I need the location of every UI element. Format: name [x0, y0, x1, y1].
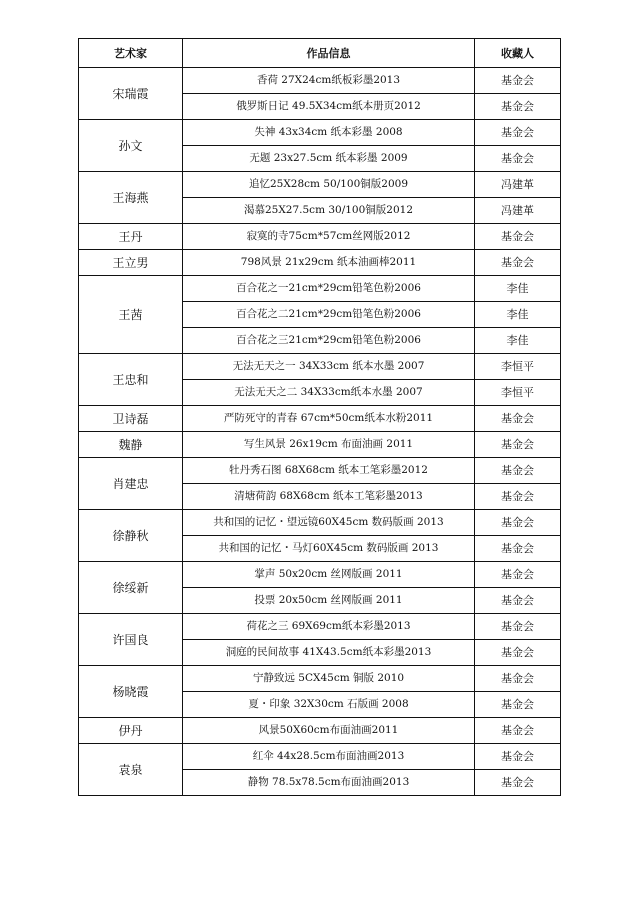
collector-cell: 基金会 [475, 68, 561, 94]
artist-cell: 王忠和 [79, 354, 183, 406]
artist-cell: 杨晓霞 [79, 666, 183, 718]
collector-cell: 基金会 [475, 484, 561, 510]
collector-cell: 基金会 [475, 146, 561, 172]
work-info-cell: 清塘荷韵 68X68cm 纸本工笔彩墨2013 [183, 484, 475, 510]
work-info-cell: 共和国的记忆・望远镜60X45cm 数码版画 2013 [183, 510, 475, 536]
artist-cell: 袁泉 [79, 744, 183, 796]
work-info-cell: 投票 20x50cm 丝网版画 2011 [183, 588, 475, 614]
work-info-cell: 宁静致远 5CX45cm 铜版 2010 [183, 666, 475, 692]
work-info-cell: 无题 23x27.5cm 纸本彩墨 2009 [183, 146, 475, 172]
collector-cell: 基金会 [475, 224, 561, 250]
collector-cell: 李恒平 [475, 380, 561, 406]
work-info-cell: 静物 78.5x78.5cm布面油画2013 [183, 770, 475, 796]
collector-cell: 李佳 [475, 328, 561, 354]
artist-cell: 徐绥新 [79, 562, 183, 614]
collector-cell: 李恒平 [475, 354, 561, 380]
collector-cell: 基金会 [475, 640, 561, 666]
work-info-cell: 风景50X60cm布面油画2011 [183, 718, 475, 744]
table-row [79, 172, 561, 198]
artist-cell: 王立男 [79, 250, 183, 276]
artist-cell: 徐静秋 [79, 510, 183, 562]
collector-cell: 冯建革 [475, 172, 561, 198]
work-info-cell: 写生风景 26x19cm 布面油画 2011 [183, 432, 475, 458]
table-row [79, 718, 561, 744]
work-info-cell: 俄罗斯日记 49.5X34cm纸本册页2012 [183, 94, 475, 120]
table-row [79, 432, 561, 458]
artist-cell: 肖建忠 [79, 458, 183, 510]
work-info-cell: 百合花之三21cm*29cm铅笔色粉2006 [183, 328, 475, 354]
work-info-cell: 香荷 27X24cm纸板彩墨2013 [183, 68, 475, 94]
collector-cell: 基金会 [475, 120, 561, 146]
artist-cell: 王海燕 [79, 172, 183, 224]
collector-cell: 基金会 [475, 94, 561, 120]
table-row [79, 666, 561, 692]
collector-cell: 基金会 [475, 744, 561, 770]
artist-cell: 许国良 [79, 614, 183, 666]
artwork-collection-table [78, 38, 561, 796]
work-info-cell: 共和国的记忆・马灯60X45cm 数码版画 2013 [183, 536, 475, 562]
collector-cell: 基金会 [475, 536, 561, 562]
table-row [79, 68, 561, 94]
collector-cell: 基金会 [475, 692, 561, 718]
header-row [79, 39, 561, 68]
work-info-cell: 红伞 44x28.5cm布面油画2013 [183, 744, 475, 770]
work-info-cell: 百合花之一21cm*29cm铅笔色粉2006 [183, 276, 475, 302]
table-row [79, 276, 561, 302]
table-row [79, 744, 561, 770]
work-info-cell: 掌声 50x20cm 丝网版画 2011 [183, 562, 475, 588]
artist-cell: 宋瑞霞 [79, 68, 183, 120]
work-info-cell: 荷花之三 69X69cm纸本彩墨2013 [183, 614, 475, 640]
collector-cell: 基金会 [475, 588, 561, 614]
work-info-cell: 寂寞的寺75cm*57cm丝网版2012 [183, 224, 475, 250]
collector-cell: 基金会 [475, 510, 561, 536]
collector-cell: 基金会 [475, 458, 561, 484]
header-collector: 收藏人 [475, 39, 561, 68]
header-artist: 艺术家 [79, 39, 183, 68]
artist-cell: 魏静 [79, 432, 183, 458]
collector-cell: 基金会 [475, 614, 561, 640]
work-info-cell: 百合花之二21cm*29cm铅笔色粉2006 [183, 302, 475, 328]
collector-cell: 基金会 [475, 432, 561, 458]
work-info-cell: 798风景 21x29cm 纸本油画棒2011 [183, 250, 475, 276]
table-row [79, 406, 561, 432]
collector-cell: 基金会 [475, 666, 561, 692]
artist-cell: 王茜 [79, 276, 183, 354]
work-info-cell: 无法无天之一 34X33cm 纸本水墨 2007 [183, 354, 475, 380]
table-row [79, 224, 561, 250]
table-row [79, 562, 561, 588]
table-row [79, 354, 561, 380]
artist-cell: 孙文 [79, 120, 183, 172]
collector-cell: 基金会 [475, 770, 561, 796]
work-info-cell: 牡丹秀石图 68X68cm 纸本工笔彩墨2012 [183, 458, 475, 484]
collector-cell: 李佳 [475, 302, 561, 328]
table-body [79, 68, 561, 796]
work-info-cell: 渴慕25X27.5cm 30/100铜版2012 [183, 198, 475, 224]
work-info-cell: 追忆25X28cm 50/100铜版2009 [183, 172, 475, 198]
header-work-info: 作品信息 [183, 39, 475, 68]
table-row [79, 510, 561, 536]
work-info-cell: 严防死守的青春 67cm*50cm纸本水粉2011 [183, 406, 475, 432]
work-info-cell: 洞庭的民间故事 41X43.5cm纸本彩墨2013 [183, 640, 475, 666]
work-info-cell: 夏・印象 32X30cm 石版画 2008 [183, 692, 475, 718]
collector-cell: 李佳 [475, 276, 561, 302]
table-row [79, 250, 561, 276]
collector-cell: 基金会 [475, 406, 561, 432]
collector-cell: 基金会 [475, 250, 561, 276]
artist-cell: 王丹 [79, 224, 183, 250]
table-row [79, 120, 561, 146]
collector-cell: 冯建革 [475, 198, 561, 224]
table-row [79, 458, 561, 484]
work-info-cell: 无法无天之二 34X33cm纸本水墨 2007 [183, 380, 475, 406]
table-row [79, 614, 561, 640]
work-info-cell: 失神 43x34cm 纸本彩墨 2008 [183, 120, 475, 146]
artist-cell: 伊丹 [79, 718, 183, 744]
artist-cell: 卫诗磊 [79, 406, 183, 432]
collector-cell: 基金会 [475, 562, 561, 588]
collector-cell: 基金会 [475, 718, 561, 744]
